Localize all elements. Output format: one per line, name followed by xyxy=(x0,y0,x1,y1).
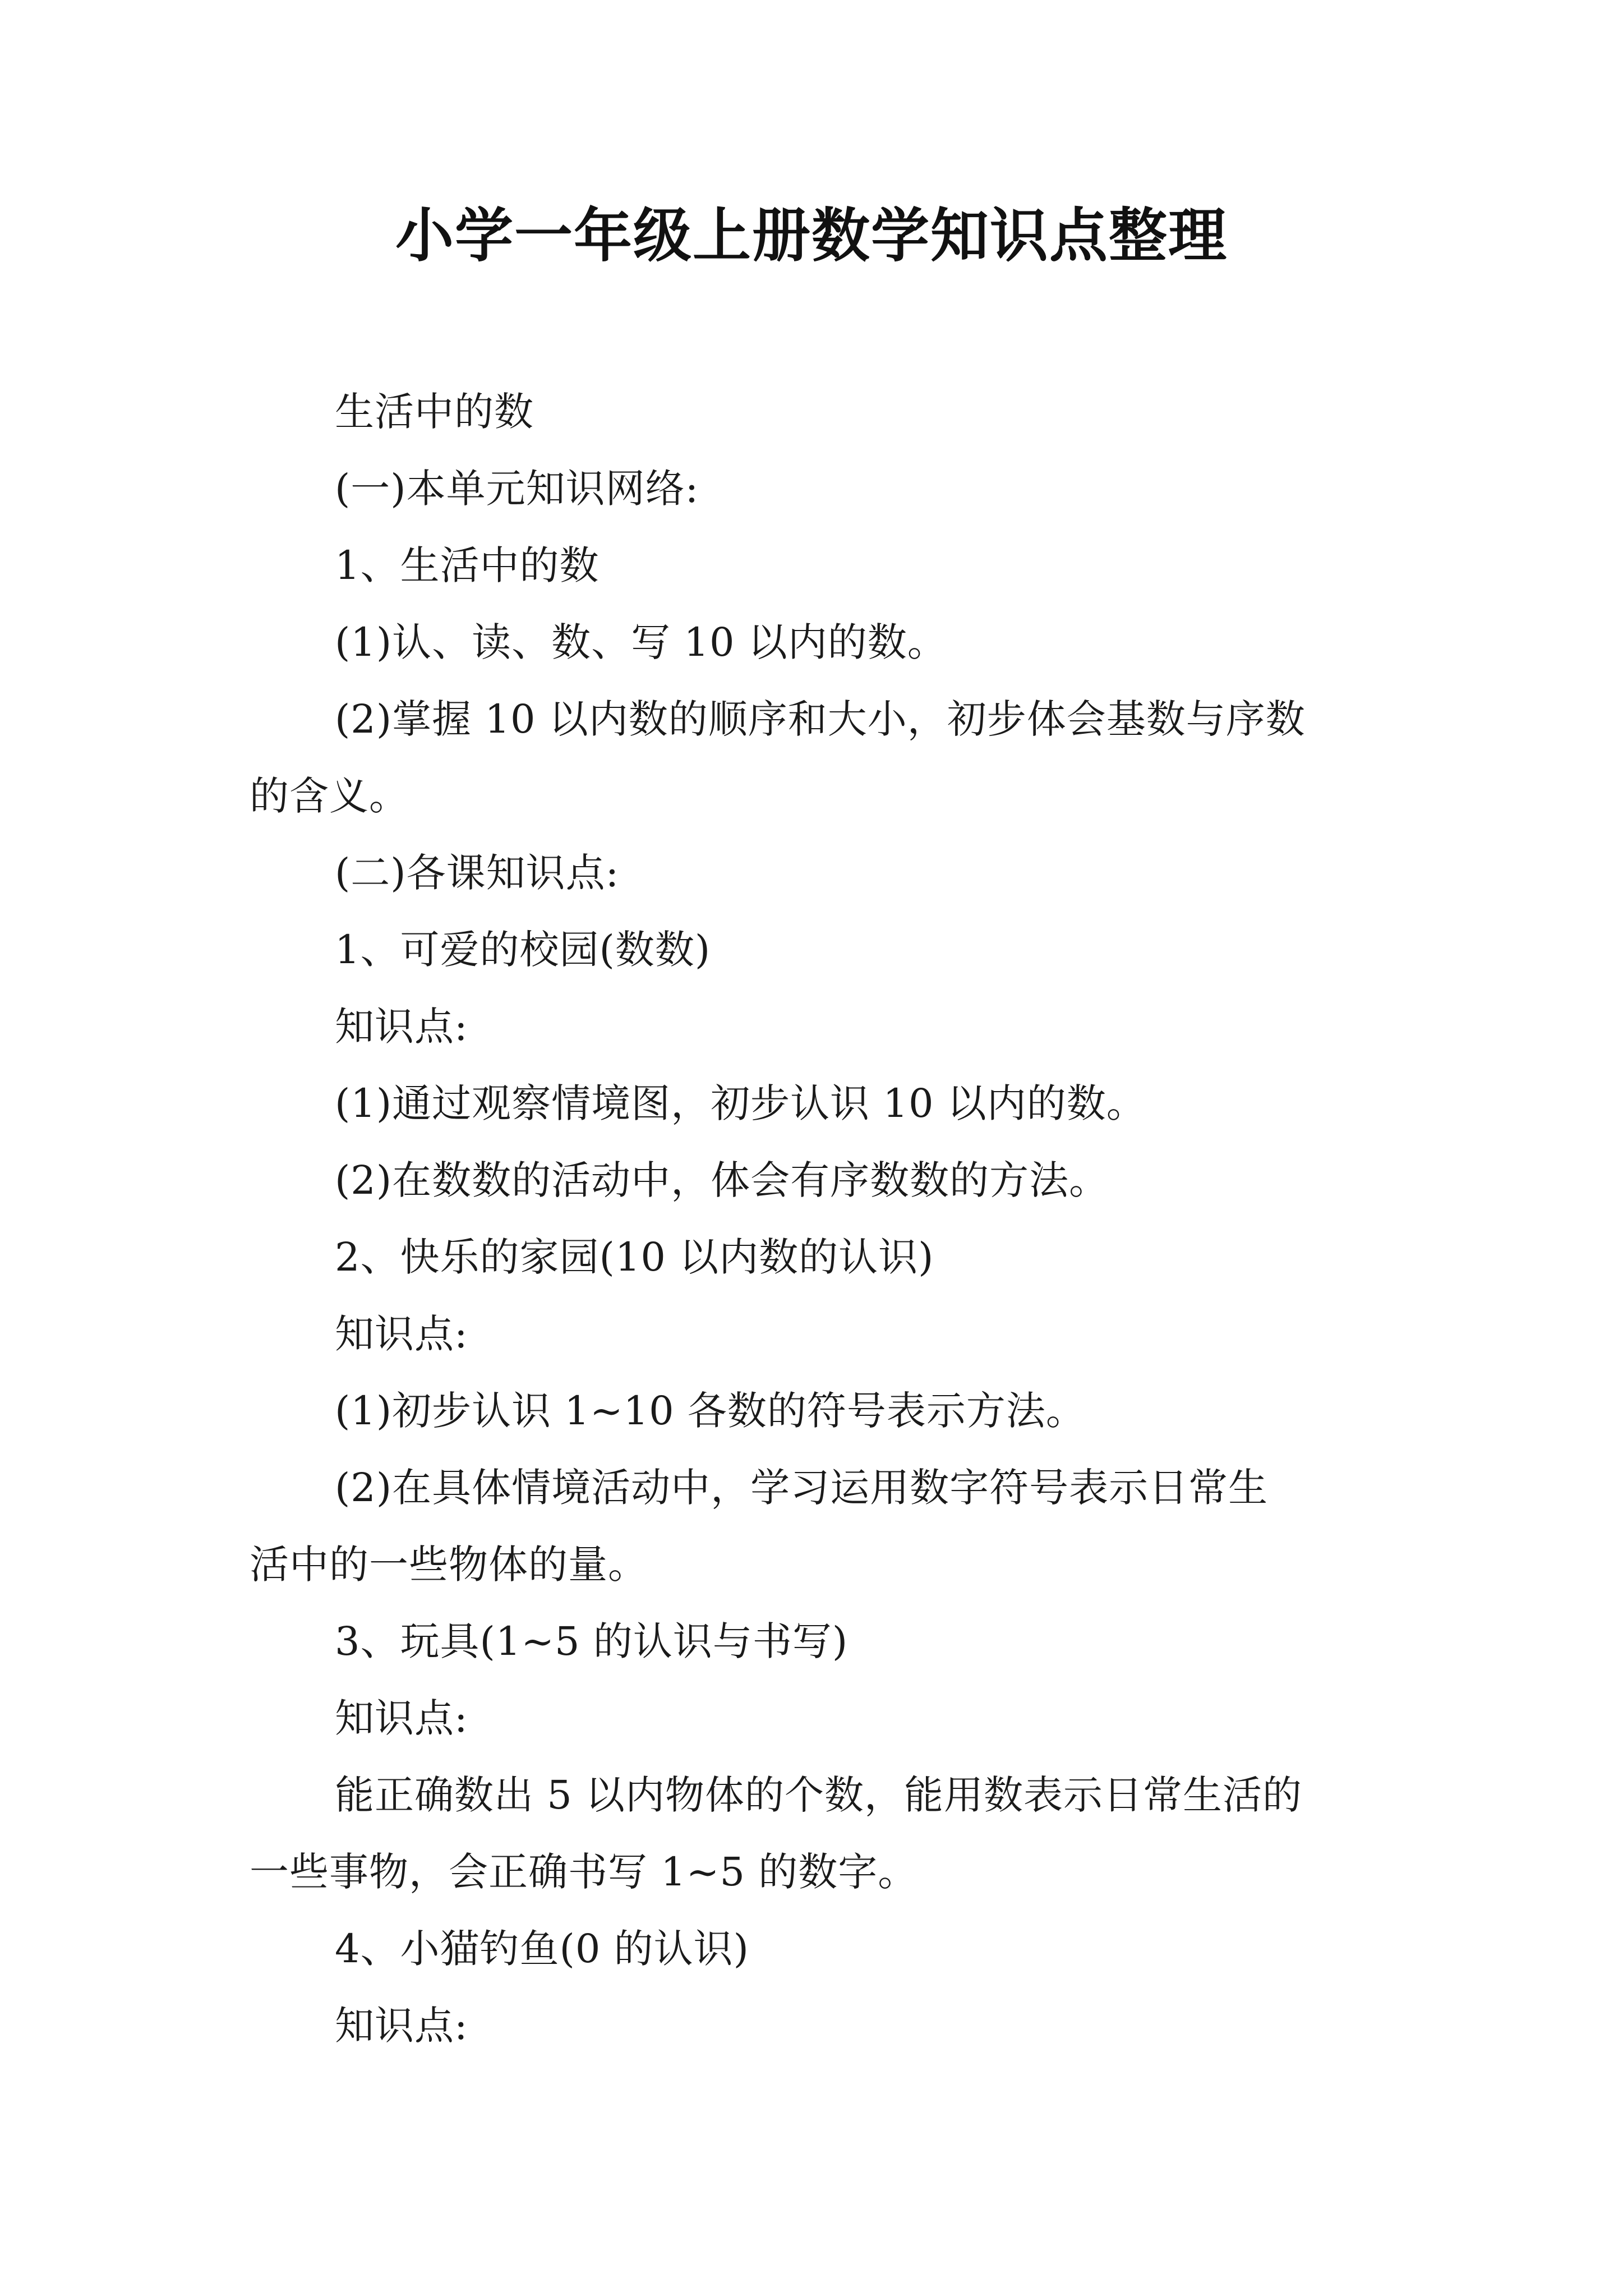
text-line: (二)各课知识点: xyxy=(335,850,620,896)
text-line: 2、快乐的家园(10 以内数的认识) xyxy=(335,1234,934,1280)
text-line: 知识点: xyxy=(335,1004,468,1050)
text-line: 知识点: xyxy=(335,1311,468,1357)
text-line: 1、可爱的校园(数数) xyxy=(335,927,711,973)
text-line: 知识点: xyxy=(335,2003,468,2049)
text-line: (2)在数数的活动中，体会有序数数的方法。 xyxy=(335,1157,1109,1203)
text-line: 生活中的数 xyxy=(335,389,534,435)
text-line: 一些事物，会正确书写 1~5 的数字。 xyxy=(250,1849,918,1895)
text-line: (2)掌握 10 以内数的顺序和大小，初步体会基数与序数 xyxy=(335,696,1306,742)
text-line: 能正确数出 5 以内物体的个数，能用数表示日常生活的 xyxy=(335,1772,1303,1818)
text-line: (1)初步认识 1~10 各数的符号表示方法。 xyxy=(335,1388,1086,1434)
text-line: (2)在具体情境活动中，学习运用数字符号表示日常生 xyxy=(335,1465,1269,1511)
document-title: 小学一年级上册数学知识点整理 xyxy=(395,201,1228,270)
text-line: 4、小猫钓鱼(0 的认识) xyxy=(335,1926,749,1972)
text-line: 的含义。 xyxy=(250,773,409,819)
document-body xyxy=(250,374,1390,2064)
text-line: (1)通过观察情境图，初步认识 10 以内的数。 xyxy=(335,1080,1146,1126)
text-line: 活中的一些物体的量。 xyxy=(250,1542,648,1588)
text-line: 3、玩具(1~5 的认识与书写) xyxy=(335,1618,849,1664)
text-line: 知识点: xyxy=(335,1695,468,1741)
text-line: (一)本单元知识网络: xyxy=(335,466,699,512)
text-line: (1)认、读、数、写 10 以内的数。 xyxy=(335,619,947,665)
text-line: 1、生活中的数 xyxy=(335,542,600,588)
